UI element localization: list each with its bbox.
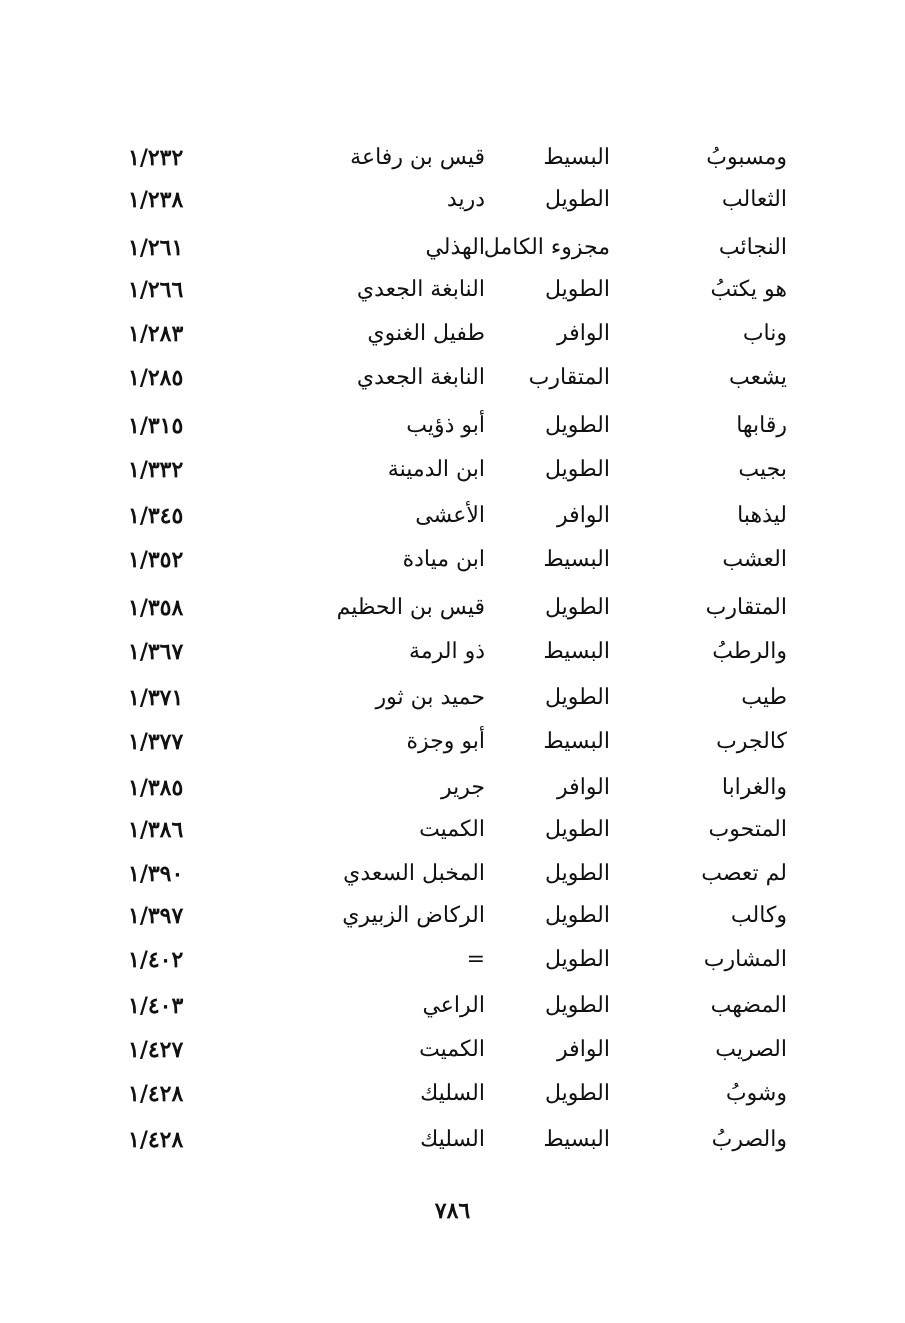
meter-name: الوافر — [557, 775, 610, 800]
meter-name: الطويل — [544, 685, 610, 710]
table-row — [0, 358, 905, 398]
volume-page-ref: ١/٣٩٠ — [128, 861, 184, 887]
volume-page-ref: ١/٣٥٨ — [128, 595, 184, 621]
table-row — [0, 896, 905, 936]
meter-name: مجزوء الكامل — [483, 235, 610, 260]
table-row — [0, 940, 905, 980]
poet-name: المخبل السعدي — [343, 861, 485, 886]
volume-page-ref: ١/٢٣٢ — [128, 145, 184, 171]
table-row — [0, 810, 905, 850]
table-row — [0, 450, 905, 490]
rhyme-word: رقابها — [736, 413, 787, 438]
rhyme-word: كالجرب — [716, 729, 787, 754]
rhyme-word: ومسبوبُ — [706, 145, 787, 170]
poet-name: ابن ميادة — [402, 547, 485, 572]
meter-name: الطويل — [544, 187, 610, 212]
volume-page-ref: ١/٣٩٧ — [128, 903, 184, 929]
table-row — [0, 1030, 905, 1070]
meter-name: الطويل — [544, 277, 610, 302]
volume-page-ref: ١/٤٠٢ — [128, 947, 184, 973]
rhyme-word: بجيب — [738, 457, 787, 482]
table-row — [0, 854, 905, 894]
poet-name: أبو وجزة — [406, 729, 485, 754]
volume-page-ref: ١/٣٦٧ — [128, 639, 184, 665]
poet-name: الكميت — [419, 1037, 485, 1062]
meter-name: البسيط — [543, 1127, 610, 1152]
poet-name: ذو الرمة — [409, 639, 485, 664]
volume-page-ref: ١/٢٨٥ — [128, 365, 184, 391]
rhyme-word: وكالب — [730, 903, 787, 928]
poet-name: النابغة الجعدي — [356, 277, 485, 302]
volume-page-ref: ١/٣٨٦ — [128, 817, 184, 843]
volume-page-ref: ١/٣١٥ — [128, 413, 184, 439]
volume-page-ref: ١/٢٣٨ — [128, 187, 184, 213]
table-row — [0, 588, 905, 628]
meter-name: الطويل — [544, 817, 610, 842]
meter-name: الطويل — [544, 595, 610, 620]
rhyme-word: المتقارب — [705, 595, 787, 620]
poet-name: قيس بن رفاعة — [350, 145, 485, 170]
volume-page-ref: ١/٣٧١ — [128, 685, 184, 711]
poet-name: طفيل الغنوي — [367, 321, 485, 346]
volume-page-ref: ١/٣٥٢ — [128, 547, 184, 573]
meter-name: البسيط — [543, 145, 610, 170]
meter-name: المتقارب — [528, 365, 610, 390]
volume-page-ref: ١/٣٣٢ — [128, 457, 184, 483]
table-row — [0, 270, 905, 310]
volume-page-ref: ١/٣٤٥ — [128, 503, 184, 529]
meter-name: الطويل — [544, 861, 610, 886]
table-row — [0, 228, 905, 268]
meter-name: الطويل — [544, 993, 610, 1018]
meter-name: الوافر — [557, 321, 610, 346]
meter-name: الطويل — [544, 457, 610, 482]
table-row — [0, 314, 905, 354]
poet-name: الركاض الزبيري — [342, 903, 485, 928]
rhyme-word: النجائب — [718, 235, 787, 260]
rhyme-word: العشب — [722, 547, 787, 572]
volume-page-ref: ١/٤٢٧ — [128, 1037, 184, 1063]
poet-name: = — [466, 947, 485, 972]
table-row — [0, 180, 905, 220]
volume-page-ref: ١/٤٢٨ — [128, 1127, 184, 1153]
volume-page-ref: ١/٢٨٣ — [128, 321, 184, 347]
poet-name: جرير — [441, 775, 485, 800]
poet-name: الكميت — [419, 817, 485, 842]
poet-name: السليك — [420, 1127, 485, 1152]
poet-name: السليك — [420, 1081, 485, 1106]
rhyme-word: والصربُ — [711, 1127, 787, 1152]
table-row — [0, 632, 905, 672]
poet-name: الهذلي — [425, 235, 485, 260]
rhyme-word: طيب — [741, 685, 787, 710]
table-row — [0, 1074, 905, 1114]
volume-page-ref: ١/٢٦١ — [128, 235, 184, 261]
meter-name: الوافر — [557, 503, 610, 528]
table-row — [0, 540, 905, 580]
poet-name: قيس بن الحظيم — [336, 595, 485, 620]
table-row — [0, 722, 905, 762]
rhyme-word: هو يكتبُ — [710, 277, 787, 302]
poet-name: دريد — [446, 187, 485, 212]
meter-name: الطويل — [544, 947, 610, 972]
volume-page-ref: ١/٣٧٧ — [128, 729, 184, 755]
rhyme-word: يشعب — [729, 365, 787, 390]
table-row — [0, 406, 905, 446]
table-row — [0, 1120, 905, 1160]
poet-name: الراعي — [422, 993, 485, 1018]
poet-name: ابن الدمينة — [387, 457, 485, 482]
poet-name: أبو ذؤيب — [406, 413, 485, 438]
page-number: ٧٨٦ — [434, 1198, 471, 1224]
volume-page-ref: ١/٢٦٦ — [128, 277, 184, 303]
rhyme-word: ليذهبا — [737, 503, 787, 528]
table-row — [0, 768, 905, 808]
poet-name: حميد بن ثور — [375, 685, 485, 710]
meter-name: الطويل — [544, 1081, 610, 1106]
volume-page-ref: ١/٤٠٣ — [128, 993, 184, 1019]
meter-name: الطويل — [544, 413, 610, 438]
table-row — [0, 496, 905, 536]
rhyme-word: المتحوب — [708, 817, 787, 842]
meter-name: البسيط — [543, 547, 610, 572]
volume-page-ref: ١/٣٨٥ — [128, 775, 184, 801]
meter-name: البسيط — [543, 729, 610, 754]
volume-page-ref: ١/٤٢٨ — [128, 1081, 184, 1107]
meter-name: الطويل — [544, 903, 610, 928]
rhyme-word: المشارب — [703, 947, 787, 972]
poet-name: الأعشى — [415, 503, 485, 528]
rhyme-word: والغرابا — [721, 775, 787, 800]
rhyme-word: الصريب — [715, 1037, 787, 1062]
table-row — [0, 986, 905, 1026]
rhyme-word: وشوبُ — [725, 1081, 787, 1106]
meter-name: الوافر — [557, 1037, 610, 1062]
meter-name: البسيط — [543, 639, 610, 664]
table-row — [0, 678, 905, 718]
table-row — [0, 138, 905, 178]
rhyme-word: والرطبُ — [712, 639, 787, 664]
rhyme-word: المضهب — [710, 993, 787, 1018]
rhyme-word: لم تعصب — [701, 861, 787, 886]
poet-name: النابغة الجعدي — [356, 365, 485, 390]
rhyme-word: الثعالب — [721, 187, 787, 212]
rhyme-word: وناب — [742, 321, 787, 346]
